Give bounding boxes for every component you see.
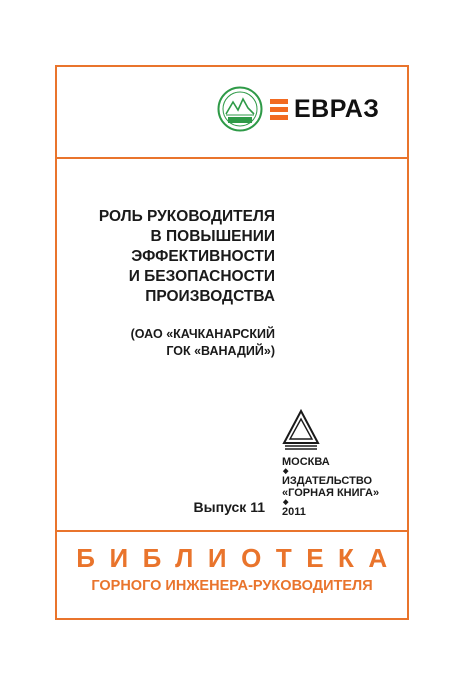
top-divider — [57, 157, 407, 159]
bottom-divider — [57, 530, 407, 532]
gornaya-kniga-seal-logo — [217, 86, 263, 132]
publisher-name-line2: «ГОРНАЯ КНИГА» — [282, 487, 380, 499]
series-title: БИБЛИОТЕКА — [76, 543, 402, 573]
series-subtitle: ГОРНОГО ИНЖЕНЕРА-РУКОВОДИТЕЛЯ — [91, 578, 373, 594]
cover-frame — [55, 65, 409, 620]
publisher-name-line1: ИЗДАТЕЛЬСТВО — [282, 475, 373, 487]
book-subtitle: (ОАО «КАЧКАНАРСКИЙ ГОК «ВАНАДИЙ») — [130, 327, 275, 358]
publisher-info — [282, 456, 379, 518]
publisher-city: МОСКВА — [282, 456, 330, 468]
publication-year: 2011 — [282, 506, 306, 518]
book-title: РОЛЬ РУКОВОДИТЕЛЯ В ПОВЫШЕНИИ ЭФФЕКТИВНОСТИ И БЕЗОПАСНОСТИ ПРОИЗВОДСТВА — [98, 208, 275, 305]
evraz-wordmark: ЕВРАЗ — [294, 95, 380, 123]
evraz-bars-icon — [270, 99, 288, 120]
separator-diamond-icon: ◆ — [283, 499, 289, 506]
issue-number: Выпуск 11 — [193, 499, 265, 515]
publisher-book-logo — [282, 409, 320, 451]
evraz-logo — [270, 97, 379, 122]
separator-diamond-icon: ◆ — [283, 468, 289, 475]
